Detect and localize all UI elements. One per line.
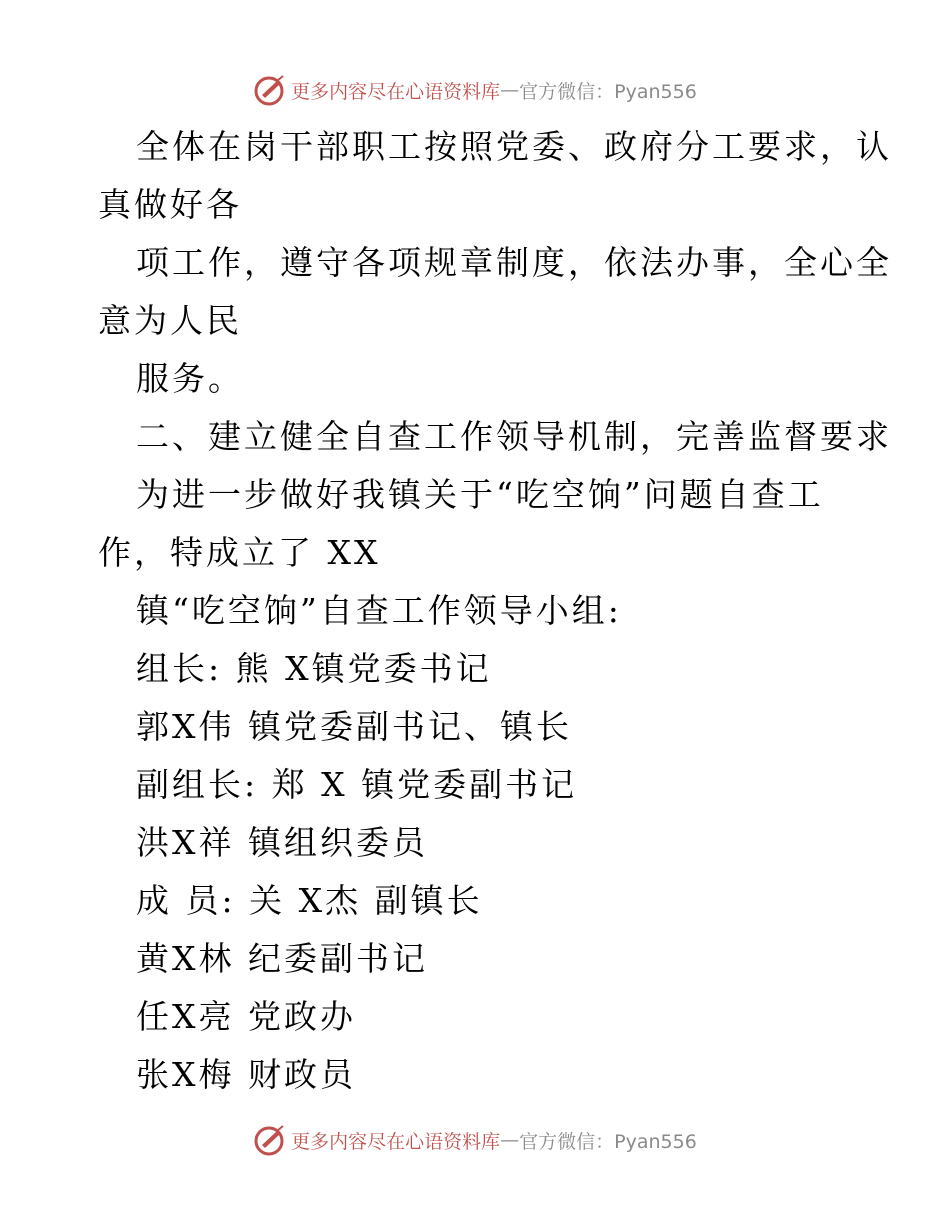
header-banner (0, 70, 950, 110)
member-line: 张X梅 财政员 (136, 1055, 356, 1094)
banner-main-text: 更多内容尽在心语资料库 (291, 1130, 501, 1153)
member-line: 洪X祥 镇组织委员 (136, 823, 428, 862)
body-line: 项工作，遵守各项规章制度，依法办事，全心全 (136, 243, 892, 282)
document-body (98, 118, 892, 1104)
pen-logo-icon (253, 73, 287, 107)
member-line: 郭X伟 镇党委副书记、镇长 (136, 707, 572, 746)
body-line: 为进一步做好我镇关于“吃空饷”问题自查工 (136, 475, 824, 514)
member-line: 成 员: 关 X杰 副镇长 (136, 881, 483, 920)
banner-wechat-text: 官方微信：Pyan556 (519, 1130, 697, 1153)
body-line: 意为人民 (98, 301, 242, 340)
pen-logo-icon (253, 1123, 287, 1157)
body-line: 真做好各 (98, 185, 242, 224)
banner-separator: — (500, 1129, 520, 1151)
banner-separator: — (500, 79, 520, 101)
body-line: 服务。 (136, 359, 244, 398)
member-line: 黄X林 纪委副书记 (136, 939, 428, 978)
body-line: 镇“吃空饷”自查工作领导小组: (136, 591, 622, 630)
banner-main-text: 更多内容尽在心语资料库 (291, 80, 501, 103)
banner-wechat-text: 官方微信：Pyan556 (519, 80, 697, 103)
member-line: 组长: 熊 X镇党委书记 (136, 649, 492, 688)
footer-banner (0, 1120, 950, 1160)
body-line: 作，特成立了 XX (98, 533, 381, 572)
member-line: 任X亮 党政办 (136, 997, 356, 1036)
section-heading: 二、建立健全自查工作领导机制，完善监督要求 (136, 417, 892, 456)
body-line: 全体在岗干部职工按照党委、政府分工要求，认 (136, 127, 892, 166)
member-line: 副组长: 郑 X 镇党委副书记 (136, 765, 578, 804)
